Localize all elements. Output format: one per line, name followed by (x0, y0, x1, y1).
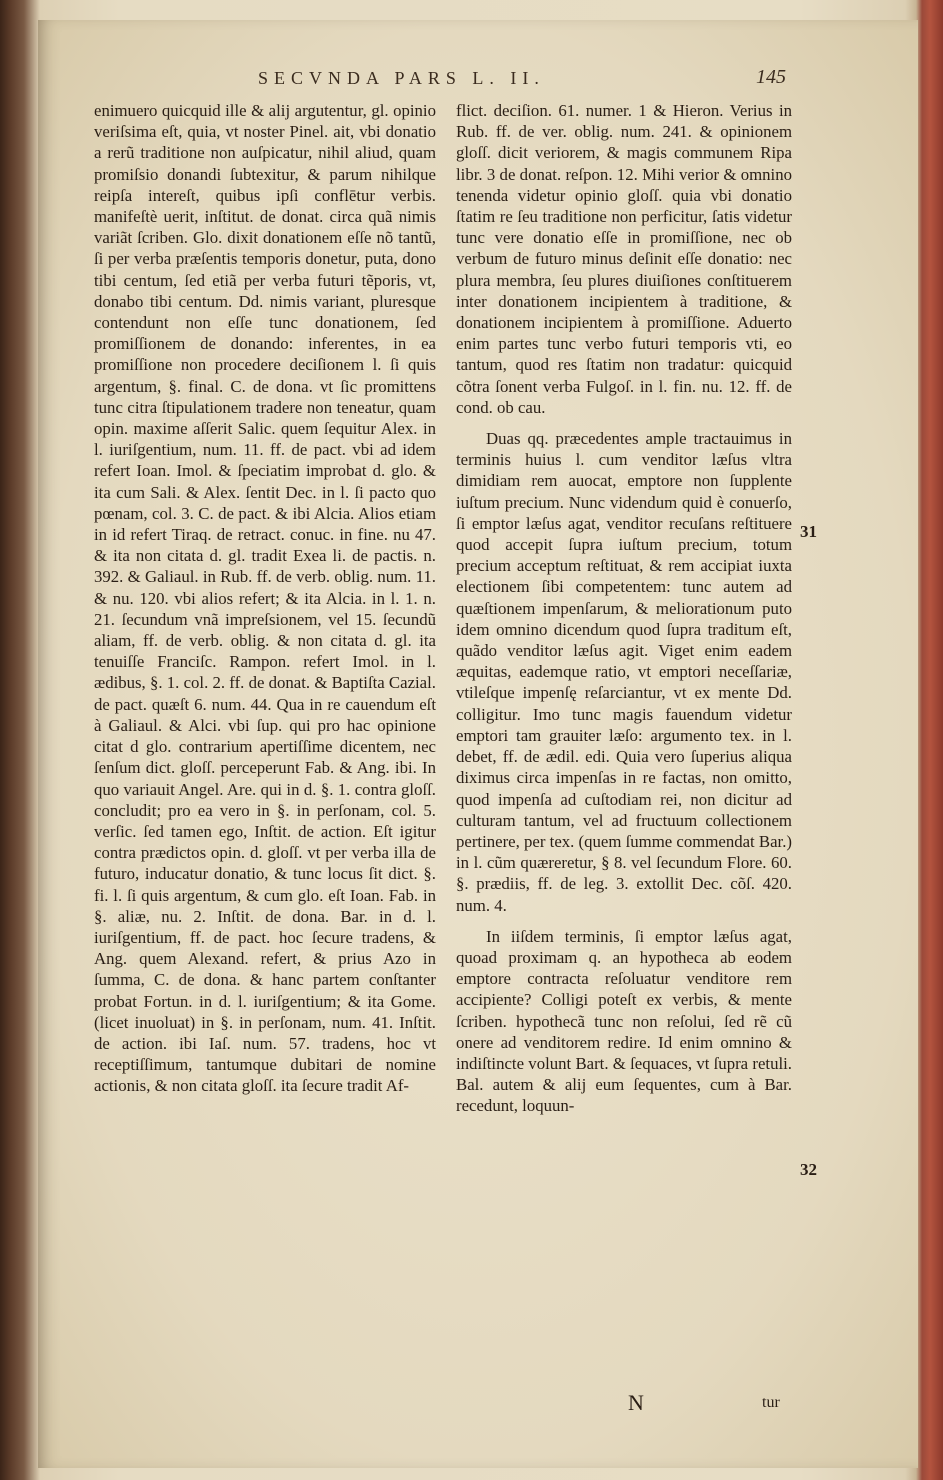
marginal-number: 32 (800, 1160, 817, 1179)
folio-number: 145 (756, 66, 786, 88)
right-text-column (456, 100, 792, 1127)
signature-mark: N (628, 1390, 644, 1415)
left-paragraph: enimuero quicquid ille & alij argutentur, gl. opinio veriſsima eſt, quia, vt noster Pinel. ait, vbi donatio a rerũ traditione non auſpicatur, nihil aliud, quam promiſsio donandi ſubtexitur, & parum nihilque reipſa intereſt, quibus ipſi conflētur verbis. manifeſtè uerit, inſtitut. de donat. circa quã nimis variãt ſcriben. Glo. dixit donationem eſſe nõ tantũ, ſi per verba præſentis temporis donetur, puta, dono tibi centum, ſed etiã per verba futuri tẽporis, vt, donabo tibi centum. Dd. nimis variant, pluresque contendunt non eſſe tunc donationem, ſed promiſſionem de donando: inferentes, in ea promiſſione non procedere deciſionem l. ſi quis argentum, §. final. C. de dona. vt ſic promittens tunc citra ſtipulationem tradere non teneatur, quam opin. maxime aſſerit Salic. quem ſequitur Alex. in l. iuriſgentium, num. 11. ff. de pact. vbi ad idem refert Ioan. Imol. & ſpeciatim improbat d. glo. & ita cum Sali. & Alex. ſentit Dec. in l. ſi pacto quo pœnam, col. 3. C. de pact. & ibi Alcia. Alios etiam in id refert Tiraq. de retract. conuc. in fine. nu 47. & ita non citata d. gl. tradit Exea li. de pactis. n. 392. & Galiaul. in Rub. ff. de verb. oblig. num. 11. & nu. 120. vbi alios refert; & ita Alcia. in l. 1. n. 21. ſecundum vnã impreſsionem, vel 15. ſecundũ aliam, ff. de verb. oblig. & non citata d. gl. ita tenuiſſe Franciſc. Rampon. refert Imol. in l. ædibus, §. 1. col. 2. ff. de donat. & Baptiſta Cazial. de pact. quæſt 6. num. 44. Qua in re cauendum eſt à Galiaul. & Alci. vbi ſup. qui pro hac opinione citat d glo. contrarium apertiſſime dicentem, nec ſenſum dict. gloſſ. perceperunt Fab. & Ang. ibi. In quo variauit Angel. Are. qui in d. §. 1. contra gloſſ. concludit; pro ea vero in §. in perſonam, col. 5. verſic. ſed tamen ego, Inſtit. de action. Eſt igitur contra prædictos opin. d. gloſſ. vt per verba illa de futuro, inducatur donatio, & tunc locus ſit dict. §. fi. l. ſi quis argentum, & cum glo. eſt Ioan. Fab. in §. aliæ, nu. 2. Inſtit. de dona. Bar. in d. l. iuriſgentium, ff. de pact. hoc ſecure tradens, & Ang. quem Alexand. refert, & prius Azo in ſumma, C. de dona. & hanc partem conſtanter probat Fortun. in d. l. iuriſgentium; & ita Gome. (licet inuoluat) in §. in perſonam, num. 41. Inſtit. de action. ibi Iaſ. num. 57. tradens, hoc vt receptiſſimum, tantumque dubitari de nomine actionis, & non citata gloſſ. ita ſecure tradit Af- (94, 101, 436, 1096)
catchword: tur (762, 1394, 780, 1411)
right-paragraph: flict. deciſion. 61. numer. 1 & Hieron. Verius in Rub. ff. de ver. oblig. num. 241. & opinionem gloſſ. dicit veriorem, & magis communem Ripa libr. 3 de donat. reſpon. 12. Mihi verior & omnino tenenda videtur opinio gloſſ. quia vbi donatio ſtatim re ſeu traditione non perficitur, ſatis videtur tunc vere donatio eſſe in promiſſione, nec ob verbum de futuro minus deſinit eſſe donatio: nec plura membra, ſeu plures diuiſiones conſtituerem inter donationem incipientem à traditione, & donationem incipientem à promiſſione. Aduerto enim partes tunc verbo futuri temporis vti, eo tantum, quod res ſtatim non tradatur: quicquid cõtra ſonent verba Fulgoſ. in l. fin. nu. 12. ff. de cond. ob cau. (456, 101, 792, 417)
page-footer (0, 1390, 943, 1420)
right-paragraph: Duas qq. præcedentes ample tractauimus in terminis huius l. cum venditor læſus vltra dimidiam rem auocat, emptore non ſupplente iuſtum precium. Nunc videndum quid è conuerſo, ſi emptor læſus agat, venditor recuſans reſtituere quod accepit ſupra iuſtum precium, totum precium acceptum reſtituat, & rem accipiat iuxta electionem ſibi competentem: tunc autem ad quæſtionem impenſarum, & meliorationum puto idem omnino dicendum quod ſupra traditum eſt, quãdo venditor læſus agit. Viget enim eadem æquitas, eademque ratio, vt emptori neceſſariæ, vtileſque impenſę reſarciantur, vt ex mente Dd. colligitur. Imo tunc magis fauendum videtur emptori tam grauiter læſo: argumento tex. in l. debet, ff. de ædil. edi. Quia vero ſuperius aliqua diximus circa impenſas in re factas, non omitto, quod impenſa ad cuſtodiam rei, non dicitur ad culturam tantum, vel ad fructuum collectionem pertinere, per tex. (quem ſumme commendat Bar.) in l. cũm quæreretur, § 8. vel ſecundum Flore. 60. §. prædiis, ff. de leg. 3. extollit Dec. cõſ. 420. num. 4. (456, 429, 792, 915)
right-paragraph: In iiſdem terminis, ſi emptor læſus agat, quoad proximam q. an hypotheca ab eodem emptore contracta reſoluatur venditore rem accipiente? Colligi poteſt ex verbis, & mente ſcriben. hypothecã tunc non reſolui, ſed rẽ cũ onere ad venditorem redire. Id enim omnino & indiſtincte volunt Bart. & ſequaces, vt ſupra retuli. Bal. autem & alij eum ſequentes, cum à Bar. recedunt, loquun- (456, 926, 792, 1116)
running-header (0, 58, 943, 92)
left-text-column (94, 100, 436, 1107)
marginal-number: 31 (800, 522, 817, 541)
running-title: SECVNDA PARS L. II. (258, 68, 545, 88)
